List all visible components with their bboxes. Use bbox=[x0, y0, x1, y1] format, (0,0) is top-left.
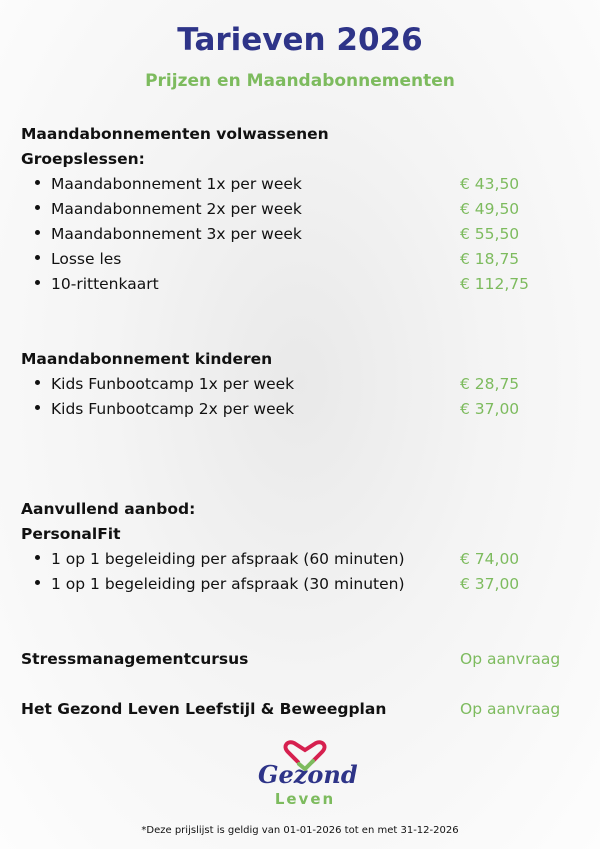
section-heading-kids: Maandabonnement kinderen bbox=[21, 350, 273, 368]
price: € 28,75 bbox=[460, 375, 520, 393]
list-item: Losse les bbox=[35, 250, 121, 268]
list-item: Maandabonnement 3x per week bbox=[35, 225, 302, 243]
lifestyle-plan-label: Het Gezond Leven Leefstijl & Beweegplan bbox=[21, 700, 387, 718]
section-heading-extra: Aanvullend aanbod: bbox=[21, 500, 196, 518]
price: € 112,75 bbox=[460, 275, 530, 293]
price: Op aanvraag bbox=[460, 700, 561, 718]
price: € 37,00 bbox=[460, 400, 520, 418]
gezond-leven-logo bbox=[258, 738, 358, 818]
price: € 37,00 bbox=[460, 575, 520, 593]
price: € 55,50 bbox=[460, 225, 520, 243]
subheading-group-lessons: Groepslessen: bbox=[21, 150, 145, 168]
subheading-personalfit: PersonalFit bbox=[21, 525, 121, 543]
price: € 18,75 bbox=[460, 250, 520, 268]
list-item: 1 op 1 begeleiding per afspraak (60 minuten) bbox=[35, 550, 405, 568]
logo-sub: Leven bbox=[274, 790, 336, 808]
stress-course-label: Stressmanagementcursus bbox=[21, 650, 249, 668]
price: € 49,50 bbox=[460, 200, 520, 218]
price: € 74,00 bbox=[460, 550, 520, 568]
list-item: Kids Funbootcamp 2x per week bbox=[35, 400, 294, 418]
page-subtitle: Prijzen en Maandabonnementen bbox=[145, 71, 455, 91]
list-item: 1 op 1 begeleiding per afspraak (30 minuten) bbox=[35, 575, 405, 593]
validity-footnote: *Deze prijslijst is geldig van 01-01-2026 tot en met 31-12-2026 bbox=[141, 825, 459, 836]
list-item: Maandabonnement 1x per week bbox=[35, 175, 302, 193]
list-item: Maandabonnement 2x per week bbox=[35, 200, 302, 218]
page-title: Tarieven 2026 bbox=[177, 22, 423, 58]
price: Op aanvraag bbox=[460, 650, 561, 668]
price: € 43,50 bbox=[460, 175, 520, 193]
list-item: Kids Funbootcamp 1x per week bbox=[35, 375, 294, 393]
list-item: 10-rittenkaart bbox=[35, 275, 159, 293]
logo-word: Gezond bbox=[258, 760, 358, 789]
section-heading-adults: Maandabonnementen volwassenen bbox=[21, 125, 329, 143]
